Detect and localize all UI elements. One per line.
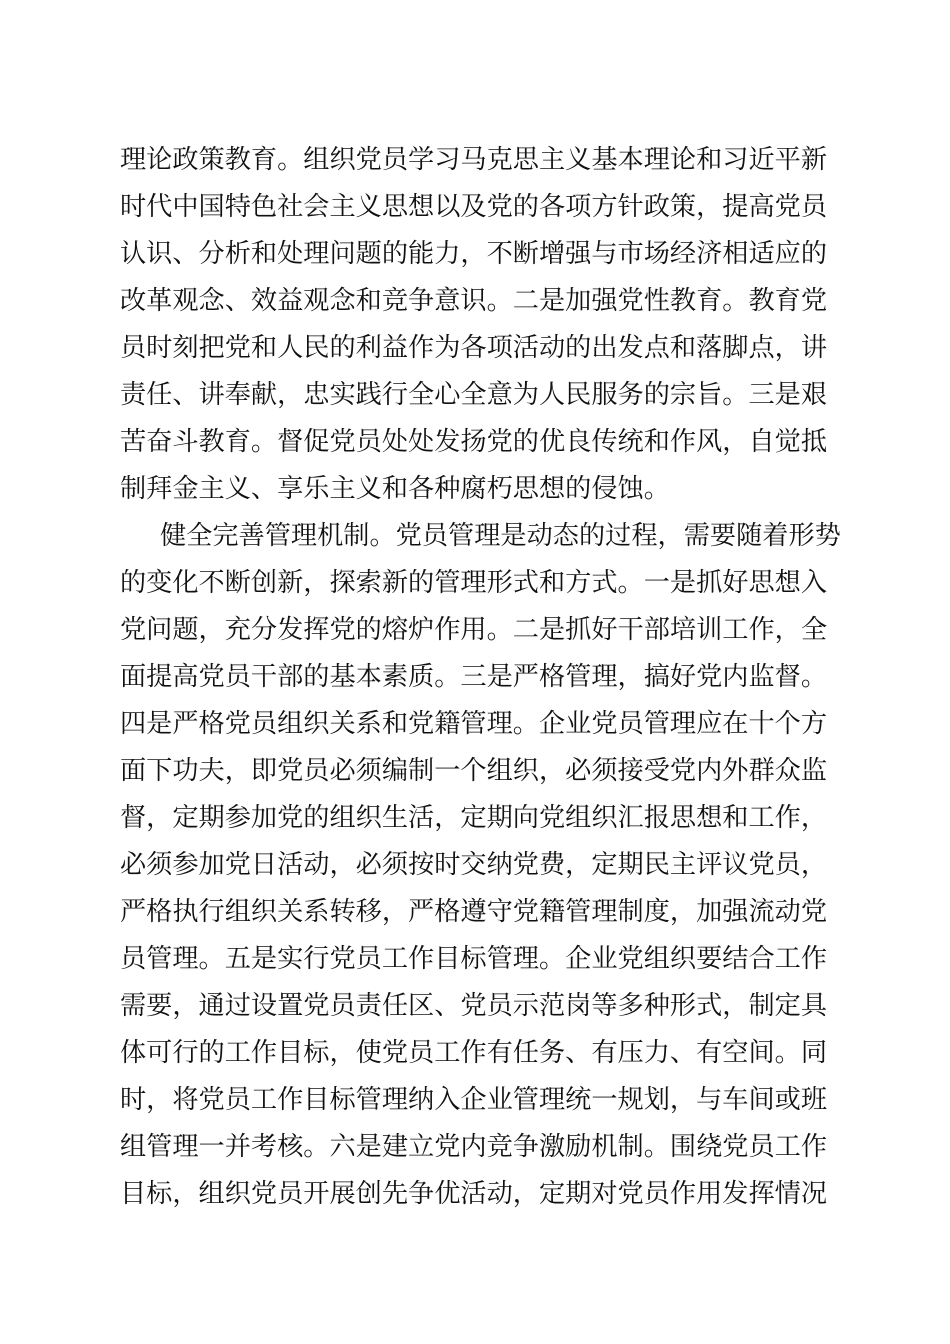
text-line: 必须参加党日活动，必须按时交纳党费，定期民主评议党员， — [120, 850, 828, 880]
text-line: 时代中国特色社会主义思想以及党的各项方针政策，提高党员 — [120, 192, 828, 222]
text-line: 改革观念、效益观念和竞争意识。二是加强党性教育。教育党 — [120, 286, 828, 316]
text-line: 的变化不断创新，探索新的管理形式和方式。一是抓好思想入 — [120, 568, 828, 598]
text-line: 面下功夫，即党员必须编制一个组织，必须接受党内外群众监 — [120, 756, 828, 786]
text-line: 严格执行组织关系转移，严格遵守党籍管理制度，加强流动党 — [120, 897, 828, 927]
text-line: 面提高党员干部的基本素质。三是严格管理，搞好党内监督。 — [120, 662, 828, 692]
text-line: 员管理。五是实行党员工作目标管理。企业党组织要结合工作 — [120, 944, 828, 974]
text-line: 四是严格党员组织关系和党籍管理。企业党员管理应在十个方 — [120, 709, 828, 739]
text-line: 健全完善管理机制。党员管理是动态的过程，需要随着形势 — [160, 521, 841, 551]
text-line: 组管理一并考核。六是建立党内竞争激励机制。围绕党员工作 — [120, 1132, 828, 1162]
text-line: 党问题，充分发挥党的熔炉作用。二是抓好干部培训工作，全 — [120, 615, 828, 645]
text-line: 认识、分析和处理问题的能力，不断增强与市场经济相适应的 — [120, 239, 828, 269]
text-line: 时，将党员工作目标管理纳入企业管理统一规划，与车间或班 — [120, 1085, 828, 1115]
text-line: 需要，通过设置党员责任区、党员示范岗等多种形式，制定具 — [120, 991, 828, 1021]
text-line: 员时刻把党和人民的利益作为各项活动的出发点和落脚点，讲 — [120, 333, 828, 363]
text-line: 目标，组织党员开展创先争优活动，定期对党员作用发挥情况 — [120, 1179, 828, 1209]
text-line: 制拜金主义、享乐主义和各种腐朽思想的侵蚀。 — [120, 474, 670, 504]
text-line: 责任、讲奉献，忠实践行全心全意为人民服务的宗旨。三是艰 — [120, 380, 828, 410]
text-line: 苦奋斗教育。督促党员处处发扬党的优良传统和作风，自觉抵 — [120, 427, 828, 457]
text-line: 督，定期参加党的组织生活，定期向党组织汇报思想和工作， — [120, 803, 828, 833]
text-line: 理论政策教育。组织党员学习马克思主义基本理论和习近平新 — [120, 145, 828, 175]
text-line: 体可行的工作目标，使党员工作有任务、有压力、有空间。同 — [120, 1038, 828, 1068]
